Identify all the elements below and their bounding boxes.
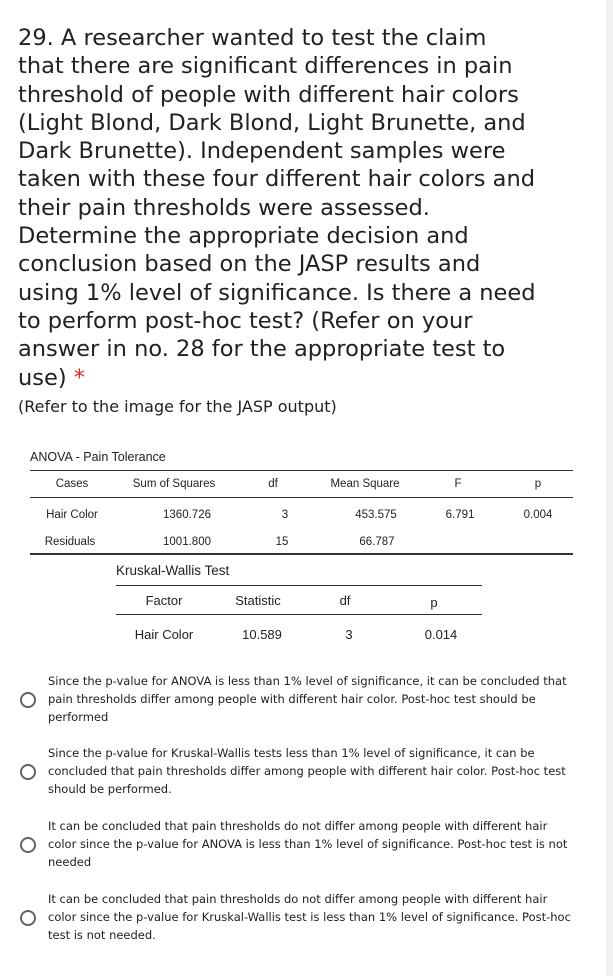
anova-header-p: p [534,478,542,490]
radio-button[interactable] [20,692,36,708]
anova-cell: 66.787 [359,536,395,548]
anova-cell: 453.575 [355,509,397,521]
anova-table-title: ANOVA - Pain Tolerance [30,450,166,464]
radio-button[interactable] [20,837,36,853]
anova-cell: 15 [275,536,289,548]
question-body: 29. A researcher wanted to test the claim that there are significant differences in pain threshold of people with different hair colors (Light Blond, Dark Blond, Light Brunette, and Dark Brunette). Independent samples were taken with these four different hair colors and their pain thresholds were assessed. Determine the appropriate decision and conclusion based on the JASP results and using 1% level of significance. Is there a need to perform post-hoc test? (Refer on your answer in no. 28 for the appropriate test to use) [18,25,536,391]
answer-option[interactable] [20,672,580,732]
anova-header-mean-square: Mean Square [330,478,400,490]
anova-cell: Residuals [44,536,96,548]
table-rule [30,553,573,555]
answer-option-text: It can be concluded that pain thresholds do not differ among people with different hair color since the p-value for Kruskal-Wallis test is less than 1% level of significance. Post-hoc test is not needed. [48,892,571,942]
radio-button[interactable] [20,764,36,780]
instruction-text: (Refer to the image for the JASP output) [18,397,337,416]
kruskal-header-statistic: Statistic [235,593,281,608]
anova-cell: Hair Color [46,509,98,521]
answer-option[interactable] [20,817,580,877]
kruskal-cell: 0.014 [424,627,458,642]
anova-cell: 1360.726 [163,509,211,521]
anova-cell: 1001.800 [163,536,211,548]
answer-option-text: It can be concluded that pain thresholds do not differ among people with different hair color since the p-value for ANOVA is less than 1% level of significance. Post-hoc test is not needed [48,819,568,869]
answer-option-text: Since the p-value for Kruskal-Wallis tests less than 1% level of significance, it can be concluded that pain thresholds differ among people with different hair color. Post-hoc test should be performed. [48,746,566,796]
answer-option[interactable] [20,744,580,804]
kruskal-cell: Hair Color [134,627,194,642]
answer-option-text: Since the p-value for ANOVA is less than 1% level of significance, it can be concluded that pain thresholds differ among people with different hair color. Post-hoc test should be performed [48,674,567,724]
anova-cell: 6.791 [445,509,475,521]
anova-header-cases: Cases [55,478,89,490]
answer-option[interactable] [20,890,580,950]
anova-cell: 3 [281,509,289,521]
radio-button[interactable] [20,910,36,926]
question-text [18,24,538,392]
kruskal-cell: 10.589 [242,627,282,642]
table-rule [30,470,573,471]
anova-header-f: F [454,478,462,490]
anova-header-sum-squares: Sum of Squares [132,478,216,490]
table-rule [116,585,482,586]
anova-cell: 0.004 [523,509,553,521]
table-rule [30,497,573,498]
kruskal-header-df: df [339,593,351,608]
kruskal-header-p: p [430,595,438,610]
kruskal-table-title: Kruskal-Wallis Test [116,563,230,578]
kruskal-cell: 3 [345,627,353,642]
kruskal-header-factor: Factor [145,593,183,608]
anova-header-df: df [268,478,278,490]
required-asterisk: * [73,364,86,391]
table-rule [116,614,482,615]
